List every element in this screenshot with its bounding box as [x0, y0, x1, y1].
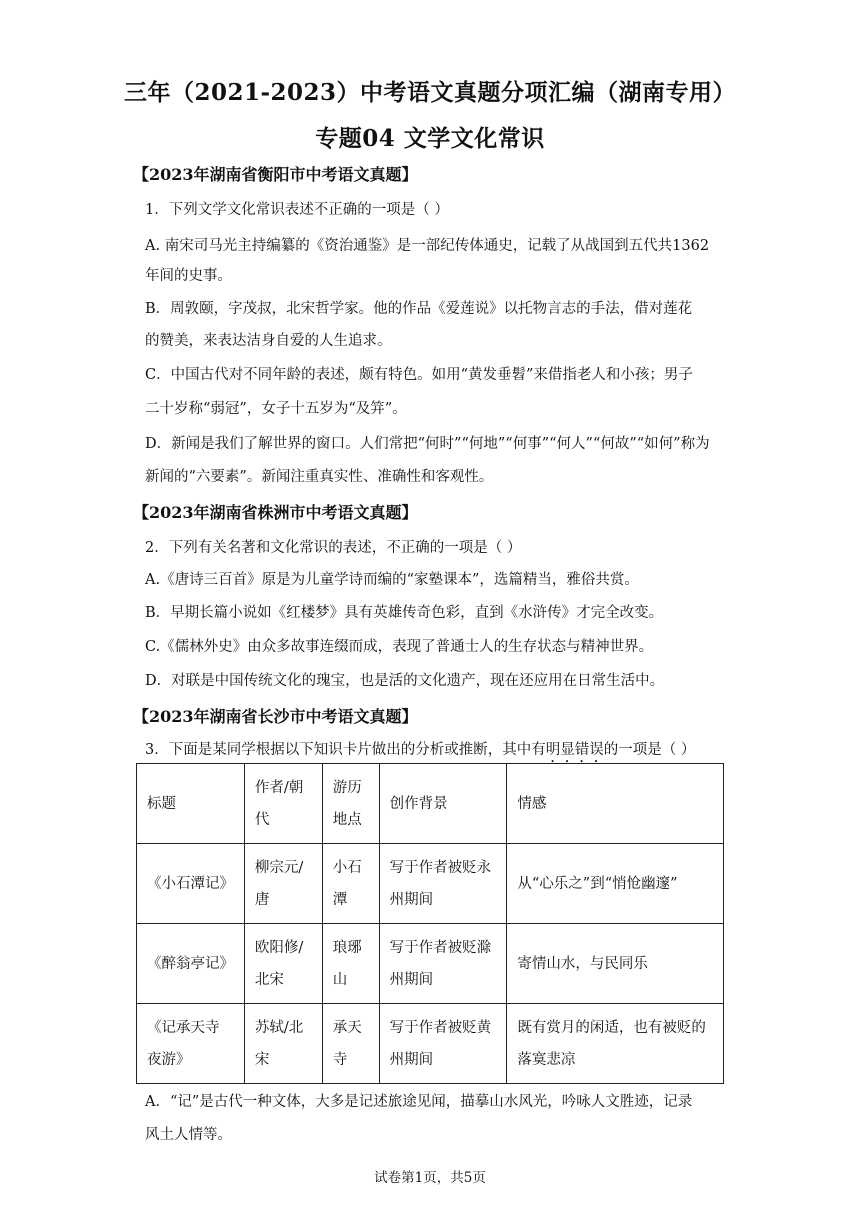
table-cell: 小石潭	[322, 844, 379, 924]
option-3a-line1: A．“记”是古代一种文体，大多是记述旅途见闻，描摹山水风光，吟咏人文胜迹，记录	[145, 1094, 693, 1110]
option-2c: C.《儒林外史》由众多故事连缀而成，表现了普通士人的生存状态与精神世界。	[145, 639, 654, 655]
table-cell: 《醉翁亭记》	[137, 924, 245, 1004]
table-cell: 写于作者被贬黄州期间	[379, 1004, 507, 1084]
knowledge-card-table	[136, 763, 724, 1084]
option-2d: D．对联是中国传统文化的瑰宝，也是活的文化遗产，现在还应用在日常生活中。	[145, 673, 665, 689]
table-row	[137, 1004, 724, 1084]
table-cell: 柳宗元/唐	[244, 844, 322, 924]
option-2a: A.《唐诗三百首》原是为儿童学诗而编的“家塾课本”，选篇精当，雅俗共赏。	[145, 572, 639, 588]
section-heading: 【2023年湖南省株洲市中考语文真题】	[133, 503, 418, 522]
page-footer: 试卷第1页，共5页	[374, 1170, 486, 1186]
option-1b-line1: B．周敦颐，字茂叔，北宋哲学家。他的作品《爱莲说》以托物言志的手法，借对莲花	[145, 301, 693, 317]
section-heading: 【2023年湖南省长沙市中考语文真题】	[133, 707, 418, 726]
option-1c-line2: 二十岁称“弱冠”，女子十五岁为“及笄”。	[145, 401, 407, 417]
header-cell: 情感	[507, 764, 724, 844]
question-1: 1．下列文学文化常识表述不正确的一项是（ ）	[145, 202, 449, 218]
section-heading: 【2023年湖南省衡阳市中考语文真题】	[133, 165, 418, 184]
question-3-text: 3．下面是某同学根据以下知识卡片做出的分析或推断，其中有	[145, 742, 546, 758]
table-cell: 琅琊山	[322, 924, 379, 1004]
table-cell: 寄情山水，与民同乐	[507, 924, 724, 1004]
table-row	[137, 924, 724, 1004]
table-cell: 写于作者被贬永州期间	[379, 844, 507, 924]
table-cell: 既有赏月的闲适，也有被贬的落寞悲凉	[507, 1004, 724, 1084]
table-cell: 欧阳修/北宋	[244, 924, 322, 1004]
header-cell: 标题	[137, 764, 245, 844]
table-cell: 《小石潭记》	[137, 844, 245, 924]
header-cell: 游历地点	[322, 764, 379, 844]
table-cell: 承天寺	[322, 1004, 379, 1084]
table-cell: 从“心乐之”到“悄怆幽邃”	[507, 844, 724, 924]
header-cell: 创作背景	[379, 764, 507, 844]
header-cell: 作者/朝代	[244, 764, 322, 844]
option-1c-line1: C．中国古代对不同年龄的表述，颇有特色。如用“黄发垂髫”来借指老人和小孩；男子	[145, 367, 693, 383]
option-3a-line2: 风土人情等。	[145, 1127, 232, 1143]
question-3-tail: 的一项是（ ）	[603, 742, 696, 758]
table-row	[137, 844, 724, 924]
document-subtitle: 专题04 文学文化常识	[315, 125, 545, 152]
option-1b-line2: 的赞美，来表达洁身自爱的人生追求。	[145, 333, 392, 349]
document-title: 三年（2021-2023）中考语文真题分项汇编（湖南专用）	[123, 79, 737, 106]
option-1a-line1: A. 南宋司马光主持编纂的《资治通鉴》是一部纪传体通史，记载了从战国到五代共1362	[145, 238, 710, 254]
option-1d-line1: D．新闻是我们了解世界的窗口。人们常把“何时”“何地”“何事”“何人”“何故”“如何”称为	[145, 436, 710, 452]
option-1a-line2: 年间的史事。	[145, 268, 232, 284]
question-3-emphasis: 明显错误	[545, 742, 604, 758]
table-cell: 苏轼/北宋	[244, 1004, 322, 1084]
table-header-row	[137, 764, 724, 844]
option-1d-line2: 新闻的“六要素”。新闻注重真实性、准确性和客观性。	[145, 469, 494, 485]
table-cell: 《记承天寺夜游》	[137, 1004, 245, 1084]
table-cell: 写于作者被贬滁州期间	[379, 924, 507, 1004]
option-2b: B．早期长篇小说如《红楼梦》具有英雄传奇色彩，直到《水浒传》才完全改变。	[145, 605, 664, 621]
question-3	[145, 738, 695, 766]
question-2: 2．下列有关名著和文化常识的表述，不正确的一项是（ ）	[145, 540, 522, 556]
